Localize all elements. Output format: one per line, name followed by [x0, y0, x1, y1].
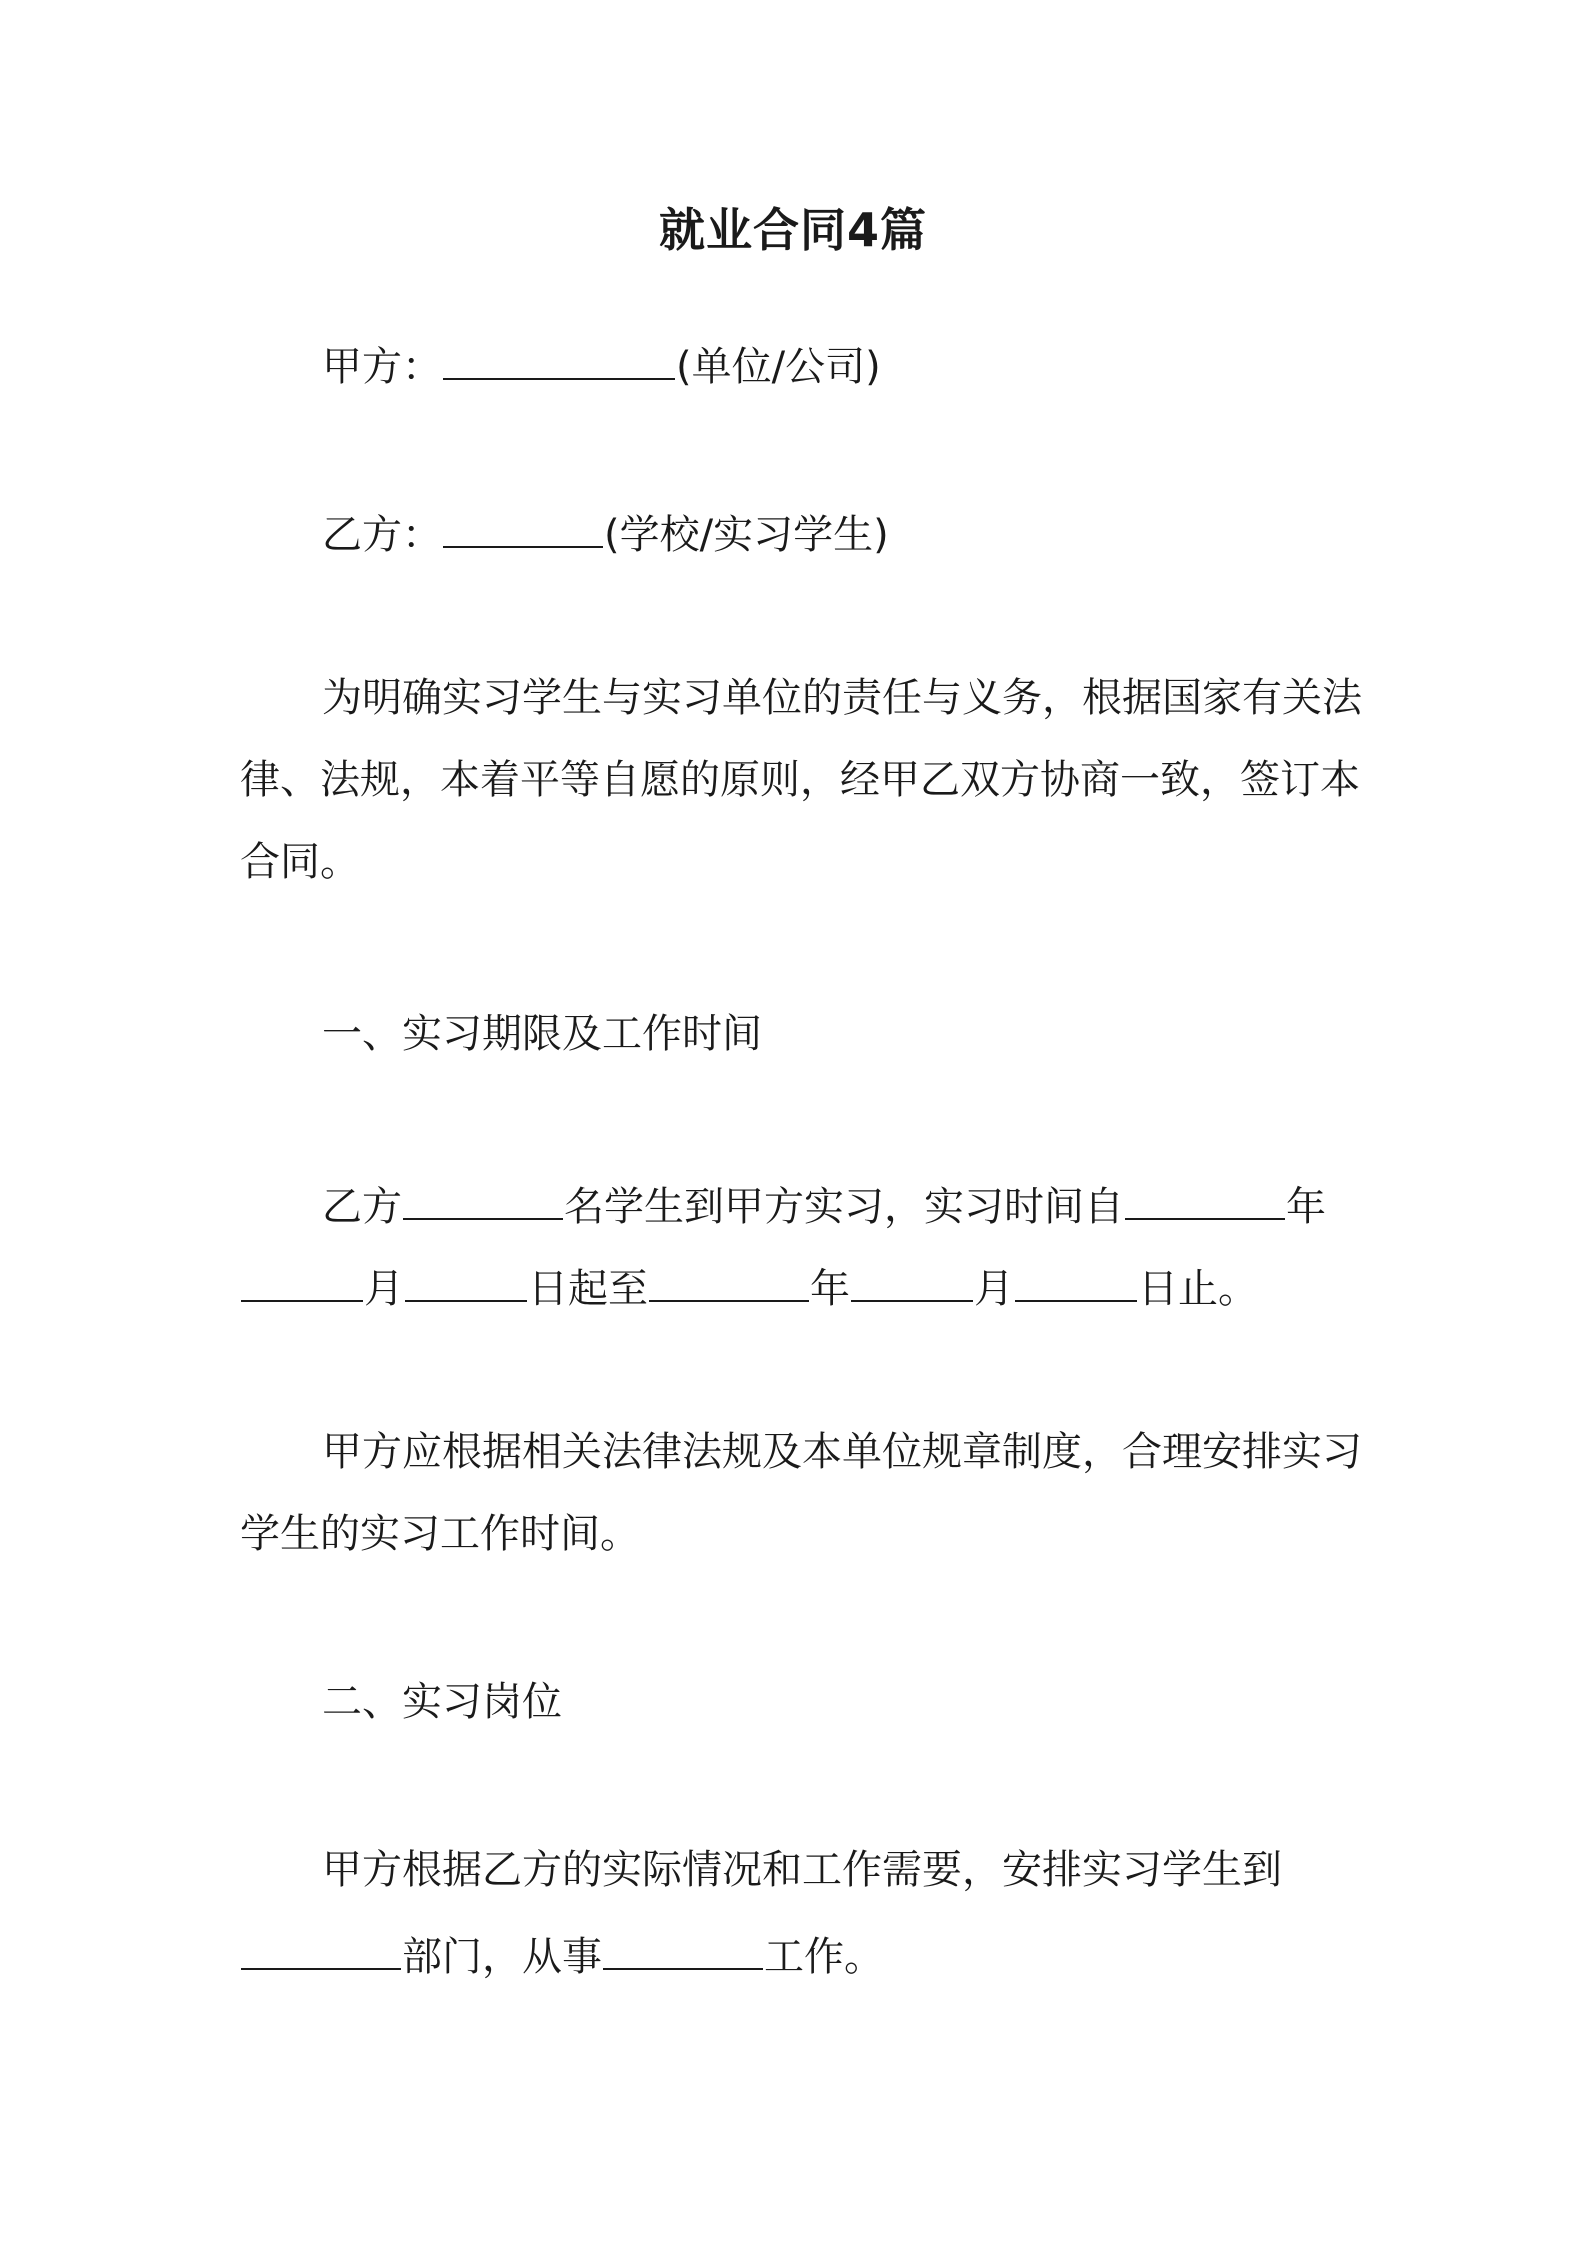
blank-line: [443, 502, 603, 548]
section-2-heading: 二、实习岗位: [322, 1679, 562, 1725]
section-2-p1-line-2: [240, 1924, 1360, 1985]
text-segment: 年: [1286, 1184, 1326, 1230]
section-1-heading: 一、实习期限及工作时间: [322, 1011, 762, 1057]
section-1-p1-line-2: [240, 1256, 1360, 1317]
section-2-p1-line-1: 甲方根据乙方的实际情况和工作需要，安排实习学生到: [322, 1847, 1282, 1893]
party-b-suffix: (学校/实习学生): [604, 512, 889, 558]
intro-line-3: 合同。: [240, 839, 360, 885]
blank-line: [649, 1256, 809, 1302]
text-segment: 日起至: [528, 1266, 648, 1312]
blank-line: [405, 1256, 527, 1302]
blank-line: [403, 1174, 563, 1220]
blank-line: [851, 1256, 973, 1302]
intro-line-2: 律、法规，本着平等自愿的原则，经甲乙双方协商一致，签订本: [240, 757, 1360, 803]
section-1-p2-line-2: 学生的实习工作时间。: [240, 1511, 640, 1557]
blank-line: [443, 334, 675, 380]
text-segment: 年: [810, 1266, 850, 1312]
blank-line: [1015, 1256, 1137, 1302]
text-segment: 日止。: [1138, 1266, 1258, 1312]
blank-line: [1125, 1174, 1285, 1220]
party-a-suffix: (单位/公司): [676, 344, 881, 390]
blank-line: [603, 1924, 763, 1970]
section-1-p1-line-1: [322, 1174, 1360, 1235]
party-a-line: [322, 334, 1360, 395]
party-a-label: 甲方：: [322, 344, 442, 390]
text-segment: 月: [364, 1266, 404, 1312]
blank-line: [241, 1924, 401, 1970]
section-1-p2-line-1: 甲方应根据相关法律法规及本单位规章制度，合理安排实习: [322, 1429, 1362, 1475]
intro-line-1: 为明确实习学生与实习单位的责任与义务，根据国家有关法: [322, 675, 1362, 721]
party-b-line: [322, 502, 1360, 563]
text-segment: 工作。: [764, 1934, 884, 1980]
text-segment: 月: [974, 1266, 1014, 1312]
blank-line: [241, 1256, 363, 1302]
text-segment: 乙方: [322, 1184, 402, 1230]
text-segment: 部门，从事: [402, 1934, 602, 1980]
text-segment: 名学生到甲方实习，实习时间自: [564, 1184, 1124, 1230]
party-b-label: 乙方：: [322, 512, 442, 558]
document-title: 就业合同4篇: [658, 203, 927, 257]
